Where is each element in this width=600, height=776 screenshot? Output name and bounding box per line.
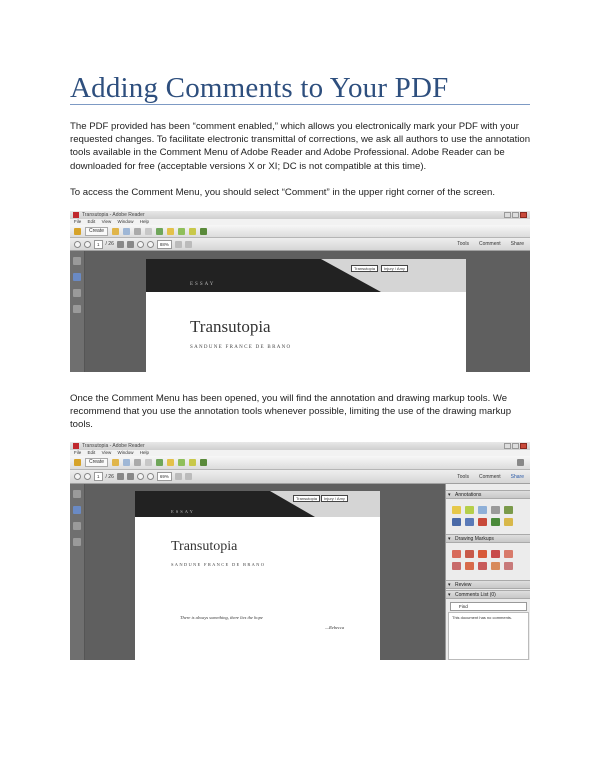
highlight-icon[interactable] [178,228,185,235]
menu-view[interactable]: View [101,450,112,455]
next-page-icon[interactable] [84,473,91,480]
insert-text-icon[interactable] [452,518,461,526]
comment-pane [445,484,530,660]
review-header[interactable]: ▾ Review [446,580,530,589]
zoom-in-icon[interactable] [147,241,154,248]
attachments-icon[interactable] [73,289,81,297]
close-icon[interactable] [520,212,527,218]
zoom-input[interactable]: 69% [157,472,172,481]
save-icon[interactable] [123,459,130,466]
document-title: Transutopia [190,317,271,336]
menu-view[interactable]: View [101,219,112,224]
zoom-out-icon[interactable] [137,241,144,248]
essay-label: ESSAY [171,509,195,514]
open-folder-icon[interactable] [112,459,119,466]
underline-icon[interactable] [491,518,500,526]
polygon-icon[interactable] [478,562,487,570]
intro-paragraph: The PDF provided has been “comment enabled,” which allows you electronically mark your PDF with your requested changes. To facilitate electronic transmittal of corrections, we ask all authors to use the annotation tools available in the Comment Menu of Adobe Reader and Adobe Professional. Adobe Reader can be downloaded for free (acceptable versions X or XI; DC is not compatible at this time). [70,121,531,172]
window-title: Transutopia - Adobe Reader [82,443,145,449]
share-link[interactable]: Share [510,241,524,247]
email-icon[interactable] [145,459,152,466]
settings-icon[interactable] [156,459,163,466]
stamp-icon[interactable] [189,459,196,466]
issue-tab-1: Transutopia [351,265,378,272]
maximize-icon[interactable] [512,212,519,218]
fit-width-icon[interactable] [185,241,192,248]
hand-tool-icon[interactable] [127,241,134,248]
next-page-icon[interactable] [84,241,91,248]
comments-list-header[interactable]: ▾ Comments List (0) [446,590,530,599]
text-box-icon[interactable] [452,550,461,558]
save-icon[interactable] [123,228,130,235]
issue-tab-2: Injury / Amy [321,495,348,502]
settings-icon[interactable] [156,228,163,235]
markup-tools-paragraph: Once the Comment Menu has been opened, you will find the annotation and drawing markup tools. We recommend that you use the annotation tools whenever possible, limiting the use of the drawing markup tools. [70,393,512,431]
title-rule [70,104,530,105]
menu-help[interactable]: Help [139,450,150,455]
attachments-icon[interactable] [73,522,81,530]
main-toolbar [70,225,530,238]
window-controls [504,443,527,449]
close-icon[interactable] [520,443,527,449]
page-number-input[interactable]: 1 [94,240,103,249]
issue-tab-2: Injury / Amy [381,265,408,272]
screenshot-comment-button [70,211,530,372]
pages-icon[interactable] [73,257,81,265]
page-number-input[interactable]: 1 [94,472,103,481]
page-title: Adding Comments to Your PDF [70,72,449,104]
document-author: SANDUNE FRANCE DE BRANO [171,562,266,567]
page-total: / 26 [105,473,114,480]
adobe-reader-icon [73,443,79,449]
prev-page-icon[interactable] [74,241,81,248]
share-link[interactable]: Share [510,473,524,480]
tools-link[interactable]: Tools [457,473,469,480]
create-icon [74,228,81,235]
fit-width-icon[interactable] [185,473,192,480]
line-icon[interactable] [478,550,487,558]
minimize-icon[interactable] [504,443,511,449]
print-icon[interactable] [134,228,141,235]
page-total: / 26 [105,241,114,247]
stamp-icon[interactable] [189,228,196,235]
arrow-icon[interactable] [491,550,500,558]
menu-edit[interactable]: Edit [87,450,96,455]
window-titlebar [70,211,530,219]
comment-menu-paragraph: To access the Comment Menu, you should select “Comment” in the upper right corner of the screen. [70,187,495,198]
panel-links [457,238,524,250]
email-icon[interactable] [145,228,152,235]
create-icon [74,459,81,466]
tools-link[interactable]: Tools [457,241,469,247]
cloud-icon[interactable] [465,562,474,570]
oval-icon[interactable] [504,550,513,558]
expand-icon[interactable] [517,459,524,466]
drawing-markups-header[interactable]: ▾ Drawing Markups [446,534,530,543]
menu-file[interactable]: File [74,219,82,224]
pencil-icon[interactable] [491,562,500,570]
replace-text-icon[interactable] [465,518,474,526]
document-workarea [70,251,530,372]
sticky-note-icon[interactable] [452,506,461,514]
rectangle-icon[interactable] [452,562,461,570]
attach-file-icon[interactable] [478,506,487,514]
screenshot-comment-pane [70,442,530,660]
navigation-toolbar [70,470,530,484]
pdf-page [146,259,466,372]
comment-note-icon[interactable] [167,459,174,466]
annotations-header[interactable]: ▾ Annotations [446,490,530,499]
zoom-out-icon[interactable] [137,473,144,480]
menu-edit[interactable]: Edit [87,219,96,224]
navigation-toolbar [70,238,530,251]
document-author: SANDUNE FRANCE DE BRANO [190,345,292,350]
prev-page-icon[interactable] [74,473,81,480]
comment-note-icon[interactable] [167,228,174,235]
hand-tool-icon[interactable] [127,473,134,480]
stamp-tool-icon[interactable] [504,506,513,514]
menu-file[interactable]: File [74,450,82,455]
essay-label: ESSAY [190,282,216,287]
drawing-tools [452,550,513,570]
navigation-pane [70,251,85,372]
find-input[interactable]: Find [450,602,527,611]
maximize-icon[interactable] [512,443,519,449]
window-title: Transutopia - Adobe Reader [82,212,145,218]
record-audio-icon[interactable] [491,506,500,514]
fit-page-icon[interactable] [175,473,182,480]
pages-icon[interactable] [73,490,81,498]
menu-window[interactable]: Window [117,219,134,224]
panel-links [457,470,524,483]
zoom-in-icon[interactable] [147,473,154,480]
sign-icon[interactable] [200,228,207,235]
text-comment-icon[interactable] [504,518,513,526]
comments-list [448,612,529,660]
adobe-reader-icon [73,212,79,218]
window-controls [504,212,527,218]
bookmarks-icon[interactable] [73,506,81,514]
eraser-icon[interactable] [504,562,513,570]
menu-window[interactable]: Window [117,450,134,455]
menu-help[interactable]: Help [139,219,150,224]
comment-link[interactable]: Comment [478,473,501,480]
no-comments-message: This document has no comments. [452,615,513,620]
signatures-icon[interactable] [73,538,81,546]
document-workarea [70,484,445,660]
navigation-pane [70,484,85,660]
minimize-icon[interactable] [504,212,511,218]
print-icon[interactable] [134,459,141,466]
epigraph-line: There is always something, there lies the hope [180,615,263,620]
highlight-text-icon[interactable] [465,506,474,514]
issue-tab-1: Transutopia [293,495,320,502]
comment-link[interactable]: Comment [478,241,501,247]
sign-icon[interactable] [200,459,207,466]
create-button[interactable]: Create [85,227,108,236]
window-titlebar [70,442,530,450]
main-toolbar [70,456,530,470]
document-title: Transutopia [171,539,238,554]
fit-page-icon[interactable] [175,241,182,248]
open-folder-icon[interactable] [112,228,119,235]
zoom-input[interactable]: 88% [157,240,172,249]
pdf-page [135,491,380,660]
create-button[interactable]: Create [85,458,108,467]
highlight-icon[interactable] [178,459,185,466]
select-tool-icon[interactable] [117,241,124,248]
header-diagonal [146,259,466,299]
callout-icon[interactable] [465,550,474,558]
strikethrough-icon[interactable] [478,518,487,526]
signatures-icon[interactable] [73,305,81,313]
bookmarks-icon[interactable] [73,273,81,281]
select-tool-icon[interactable] [117,473,124,480]
annotation-tools [452,506,513,526]
epigraph-attribution: —Rebecca [325,625,345,630]
